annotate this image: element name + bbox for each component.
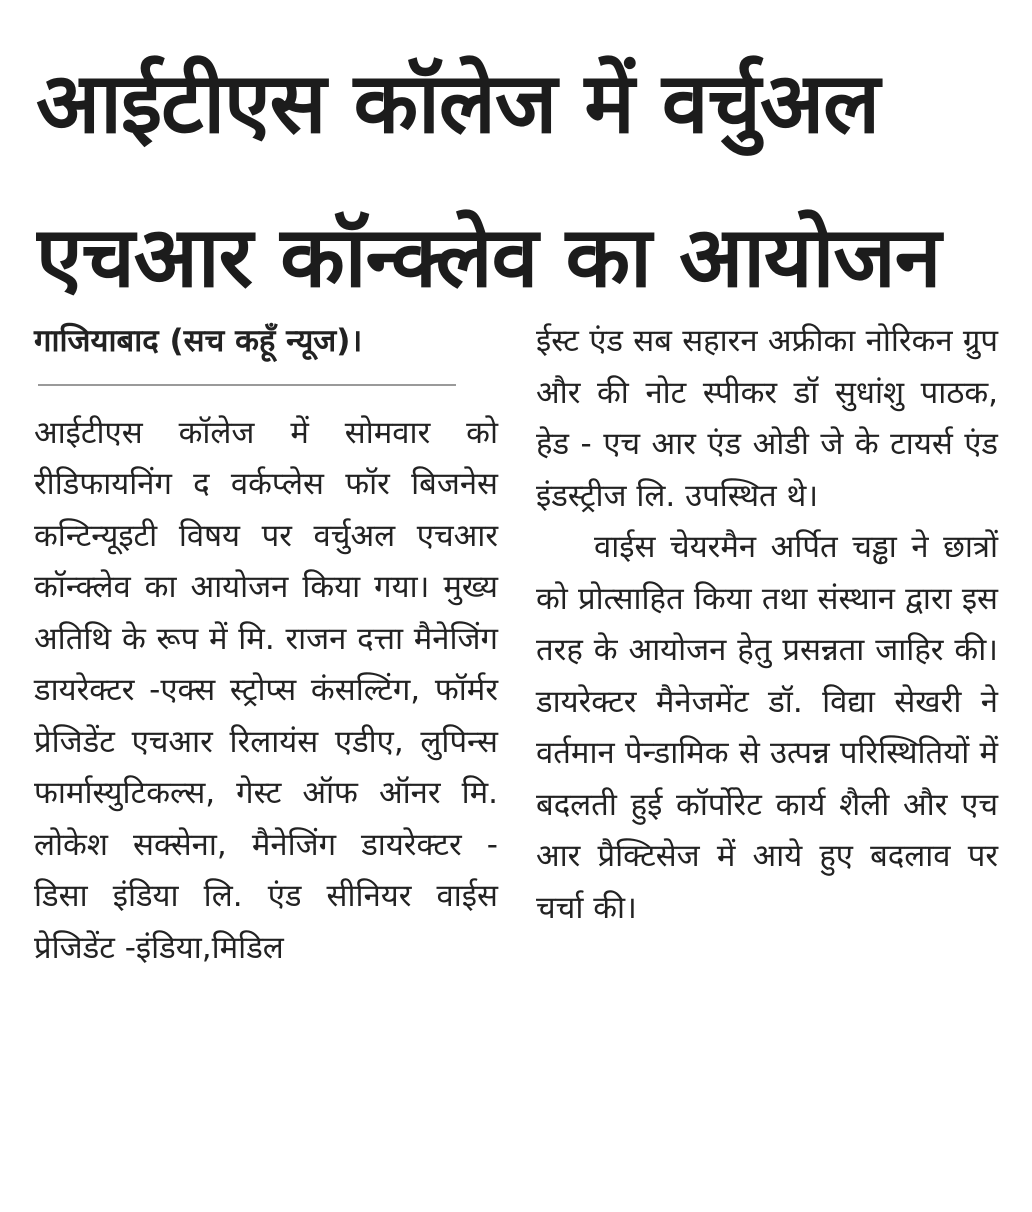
headline-line-2: एचआर कॉन्क्लेव का आयोजन: [36, 208, 941, 306]
dateline-divider: [38, 384, 456, 386]
headline-line-1: आईटीएस कॉलेज में वर्चुअल: [36, 54, 880, 152]
right-column: [536, 316, 998, 934]
headline: [36, 26, 1016, 334]
right-column-paragraph-1: ईस्ट एंड सब सहारन अफ्रीका नोरिकन ग्रुप और की नोट स्पीकर डॉ सुधांशु पाठक, हेड - एच आर एंड ओडी जे के टायर्स एंड इंडस्ट्रीज लि. उपस्थित थे।: [536, 323, 998, 514]
left-column-paragraph: आईटीएस कॉलेज में सोमवार को रीडिफायनिंग द वर्कप्लेस फॉर बिजनेस कन्टिन्यूइटी विषय पर वर्चुअल एचआर कॉन्क्लेव का आयोजन किया गया। मुख्य अतिथि के रूप में मि. राजन दत्ता मैनेजिंग डायरेक्टर -एक्स स्ट्रोप्स कंसल्टिंग, फॉर्मर प्रेजिडेंट एचआर रिलायंस एडीए, लुपिन्स फार्मास्युटिकल्स, गेस्ट ऑफ ऑनर मि. लोकेश सक्सेना, मैनेजिंग डायरेक्टर - डिसा इंडिया लि. एंड सीनियर वाईस प्रेजिडेंट -इंडिया,मिडिल: [34, 414, 498, 966]
right-column-paragraph-2: वाईस चेयरमैन अर्पित चड्ढा ने छात्रों को प्रोत्साहित किया तथा संस्थान द्वारा इस तरह के आयोजन हेतु प्रसन्नता जाहिर की। डायरेक्टर मैनेजमेंट डॉ. विद्या सेखरी ने वर्तमान पेन्डामिक से उत्पन्न परिस्थितियों में बदलती हुई कॉर्पोरेट कार्य शैली और एच आर प्रैक्टिसेज में आये हुए बदलाव पर चर्चा की।: [536, 529, 998, 926]
dateline: गाजियाबाद (सच कहूँ न्यूज)।: [34, 323, 363, 359]
left-column: [34, 316, 498, 974]
